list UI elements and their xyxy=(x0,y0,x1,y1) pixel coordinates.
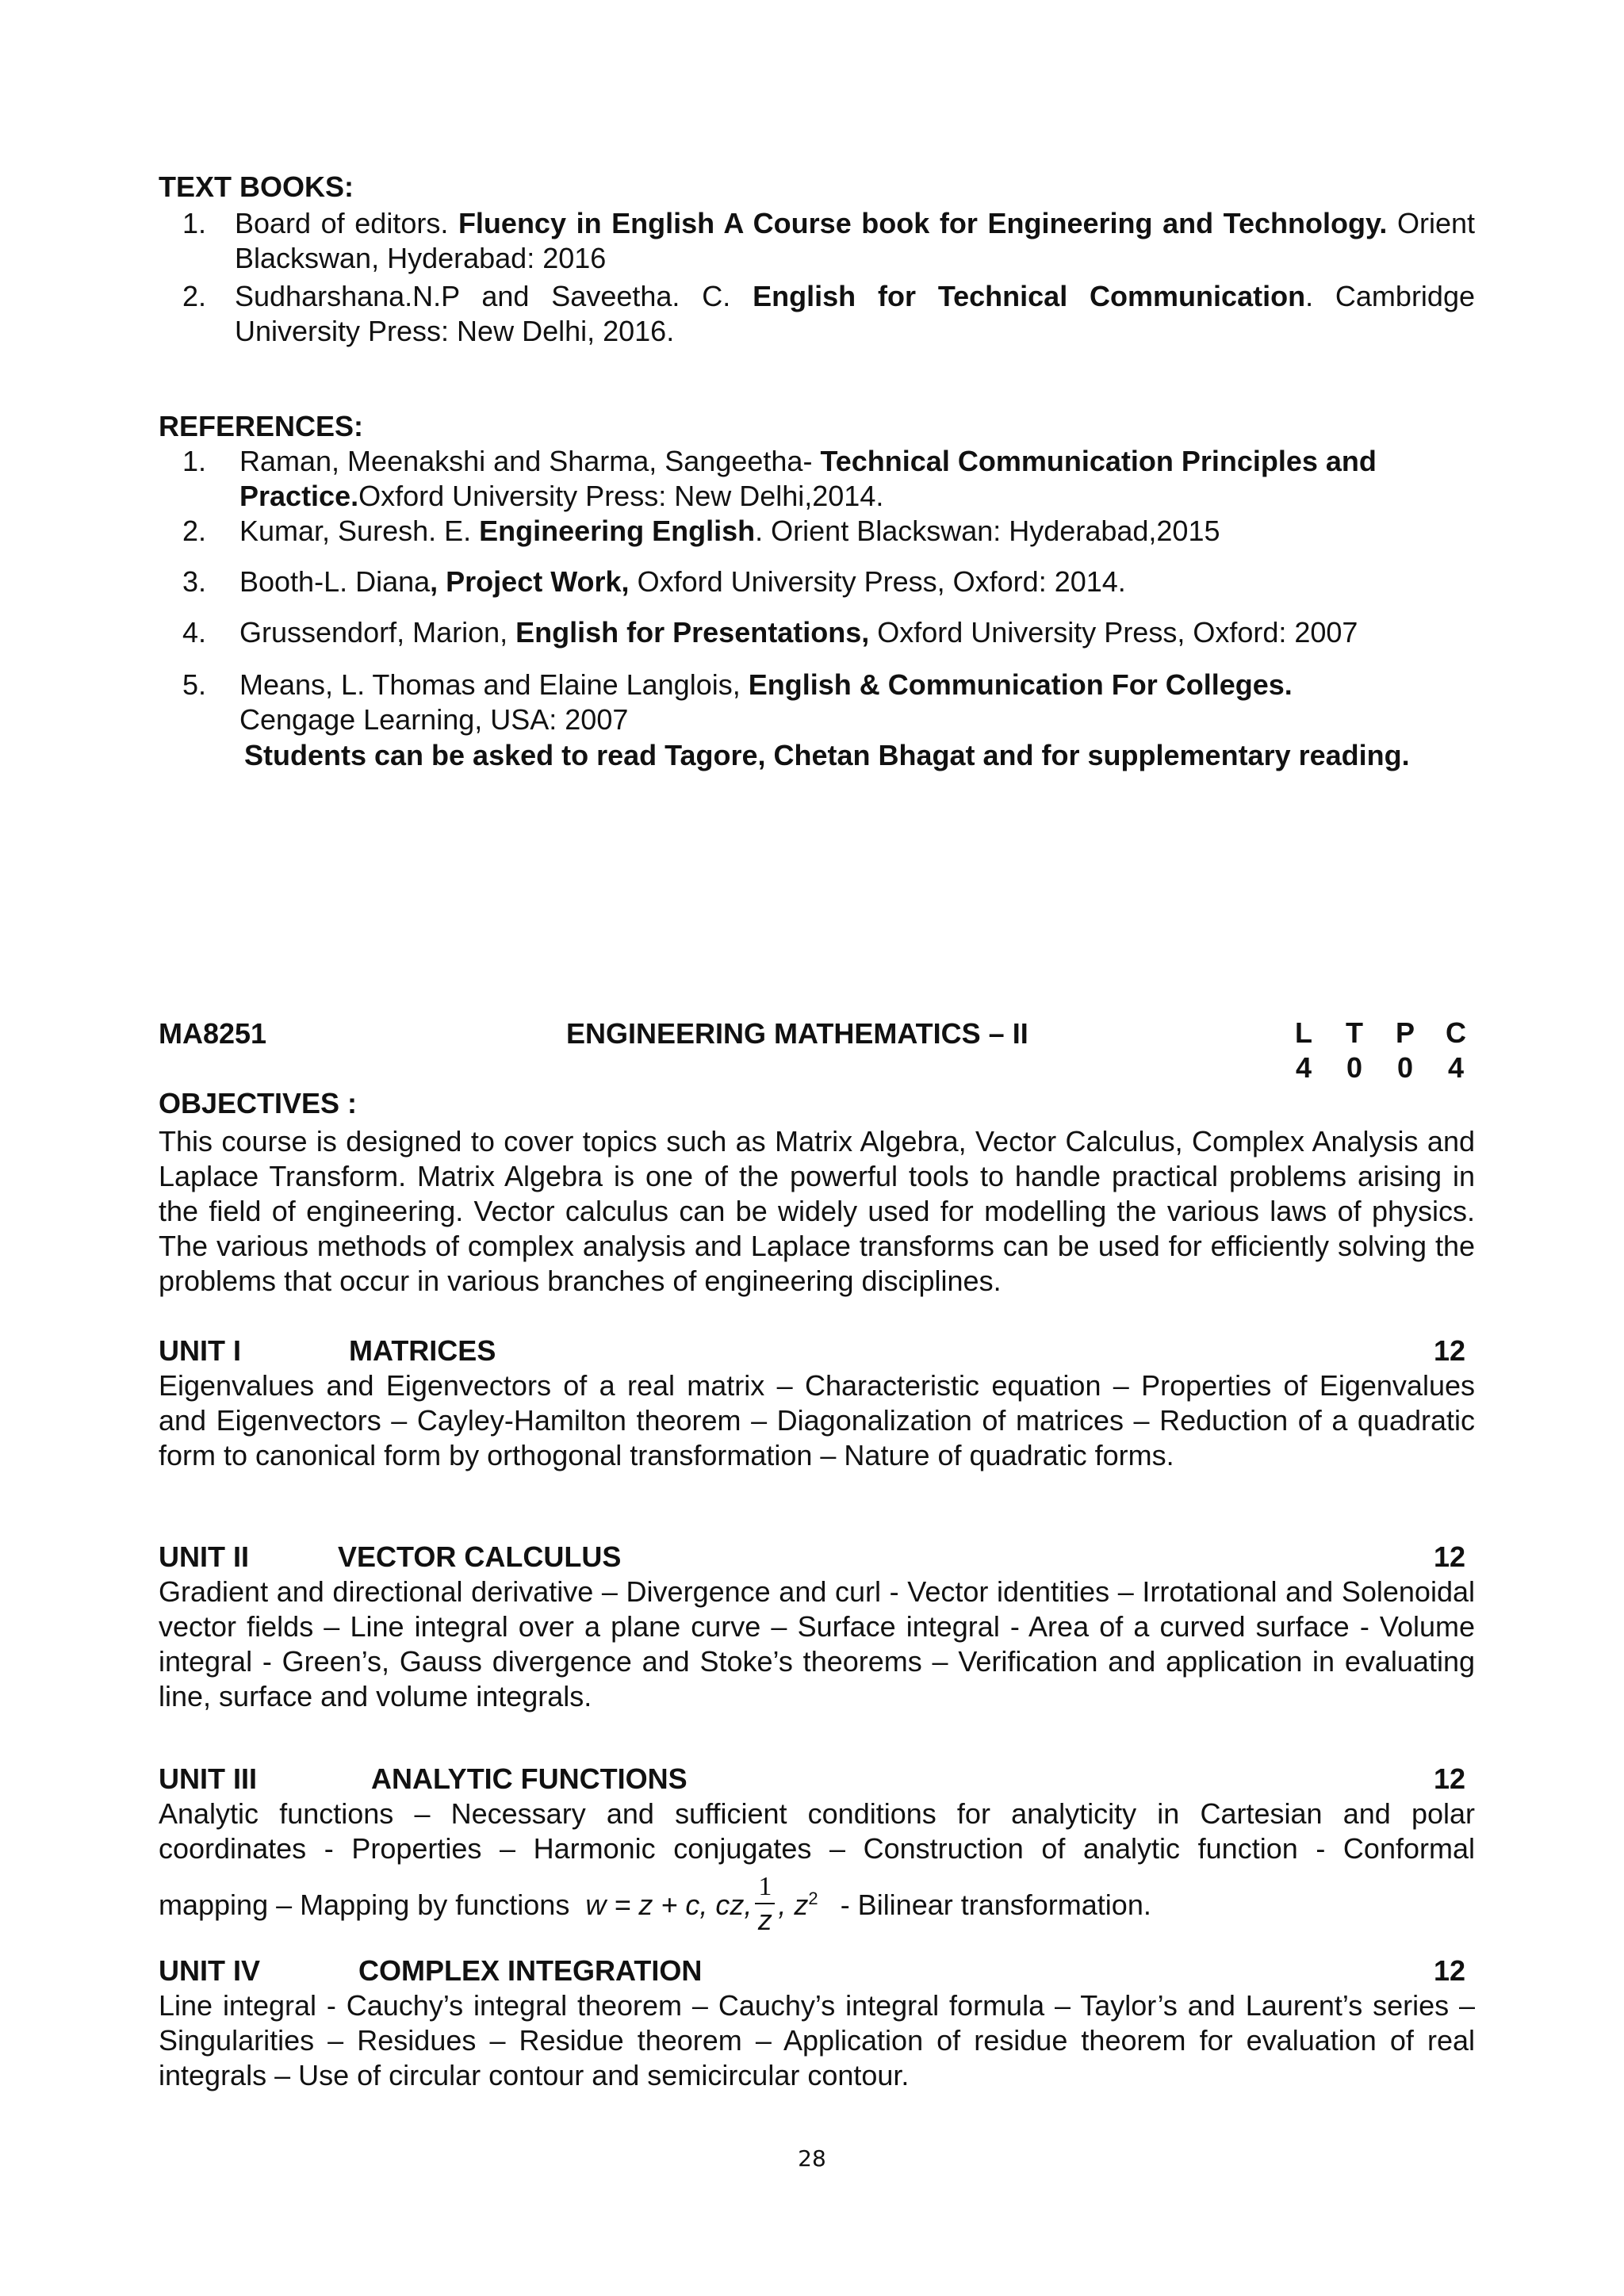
unit-hours: 12 xyxy=(1433,1762,1465,1795)
unit-text: Analytic functions – Necessary and sufficient conditions for analyticity in Cartesian and polar coordinates - Properties – Harmonic conjugates – Construction of analytic function - Conformal xyxy=(159,1797,1475,1865)
reference-item-1 xyxy=(159,444,1475,514)
unit-code: UNIT IV xyxy=(159,1954,261,1987)
item-text: - Bilinear transformation. xyxy=(840,1888,1151,1921)
list-number: 3. xyxy=(182,565,207,598)
reference-item-4 xyxy=(159,615,1475,650)
item-text: Kumar, Suresh. E. xyxy=(239,515,480,547)
objectives-heading: OBJECTIVES : xyxy=(159,1087,358,1119)
exponent: 2 xyxy=(808,1888,818,1908)
references-heading: REFERENCES: xyxy=(159,410,364,442)
unit-math-line xyxy=(159,1863,1475,1941)
ltpc-value: 0 xyxy=(1396,1051,1414,1084)
math-expression: , z xyxy=(778,1888,809,1921)
book-title: Technical Communication Principles and Practice. xyxy=(239,445,1377,512)
item-text: Oxford University Press, Oxford: 2014. xyxy=(629,565,1126,598)
page-number: 28 xyxy=(798,2145,826,2172)
reference-item-3 xyxy=(159,564,1475,599)
ltpc-value: 4 xyxy=(1447,1051,1465,1084)
item-text: Orient Blackswan, Hyderabad: 2016 xyxy=(235,207,1475,274)
list-number: 2. xyxy=(182,515,207,547)
text-books-heading: TEXT BOOKS: xyxy=(159,170,354,203)
ltpc-label: P xyxy=(1395,1016,1415,1049)
text-book-item-2 xyxy=(159,279,1475,349)
course-header xyxy=(159,1016,1475,1051)
ltpc-label: T xyxy=(1346,1016,1363,1049)
fraction-denominator: z xyxy=(757,1904,772,1937)
ltpc-label: L xyxy=(1295,1016,1312,1049)
unit-heading xyxy=(159,1954,1475,1988)
item-text: Board of editors. xyxy=(235,207,458,239)
ltpc-value: 0 xyxy=(1346,1051,1363,1084)
course-code: MA8251 xyxy=(159,1017,267,1050)
unit-title: ANALYTIC FUNCTIONS xyxy=(371,1762,688,1795)
ltpc-value: 4 xyxy=(1295,1051,1312,1084)
item-text: Oxford University Press, Oxford: 2007 xyxy=(869,616,1358,649)
item-text: Means, L. Thomas and Elaine Langlois, xyxy=(239,668,749,701)
item-text: Oxford University Press: New Delhi,2014. xyxy=(358,480,884,512)
unit-hours: 12 xyxy=(1433,1540,1465,1573)
list-number: 1. xyxy=(182,445,207,477)
ltpc-labels xyxy=(1278,1016,1481,1050)
unit-heading xyxy=(159,1540,1475,1575)
item-text: . Orient Blackswan: Hyderabad,2015 xyxy=(755,515,1220,547)
book-title: Engineering English xyxy=(479,515,756,547)
item-text: mapping – Mapping by functions xyxy=(159,1888,570,1921)
unit-heading xyxy=(159,1762,1475,1797)
unit-title: COMPLEX INTEGRATION xyxy=(358,1954,703,1987)
book-title: English for Technical Communication xyxy=(753,280,1306,312)
item-text: Sudharshana.N.P and Saveetha. C. xyxy=(235,280,753,312)
book-title: English for Presentations, xyxy=(515,616,870,649)
math-expression: w = z + c, cz, xyxy=(585,1888,753,1921)
list-number: 4. xyxy=(182,616,207,649)
item-text: Grussendorf, Marion, xyxy=(239,616,516,649)
book-title: , Project Work, xyxy=(430,565,630,598)
book-title: English & Communication For Colleges. xyxy=(748,668,1293,701)
unit-code: UNIT II xyxy=(159,1540,249,1573)
fraction-numerator: 1 xyxy=(755,1871,775,1904)
course-title: ENGINEERING MATHEMATICS – II xyxy=(566,1017,1028,1050)
unit-hours: 12 xyxy=(1433,1334,1465,1367)
unit-code: UNIT III xyxy=(159,1762,257,1795)
book-title: Fluency in English A Course book for Engineering and Technology. xyxy=(458,207,1388,239)
list-number: 1. xyxy=(182,207,207,239)
unit-text: Line integral - Cauchy’s integral theorem – Cauchy’s integral formula – Taylor’s and Laurent’s series – Singularities – Residues – Residue theorem – Application of residue theorem for evaluation of real integrals – Use of circular contour and semicircular contour. xyxy=(159,1989,1475,2091)
reference-item-2 xyxy=(159,514,1475,549)
reading-note: Students can be asked to read Tagore, Chetan Bhagat and for supplementary reading. xyxy=(244,739,1410,771)
list-number: 2. xyxy=(182,280,207,312)
ltpc-label: C xyxy=(1446,1016,1466,1049)
unit-heading xyxy=(159,1334,1475,1368)
unit-title: VECTOR CALCULUS xyxy=(338,1540,622,1573)
ltpc-values xyxy=(1278,1051,1481,1085)
item-text: Raman, Meenakshi and Sharma, Sangeetha- xyxy=(239,445,821,477)
objectives-text: This course is designed to cover topics such as Matrix Algebra, Vector Calculus, Complex Analysis and Laplace Transform. Matrix Algebra is one of the powerful tools to handle practical problems arising in the field of engineering. Vector calculus can be widely used for modelling the various laws of physics. The various methods of complex analysis and Laplace transforms can be used for efficiently solving the problems that occur in various branches of engineering disciplines. xyxy=(159,1125,1475,1297)
item-text: . Cambridge University Press: New Delhi, 2016. xyxy=(235,280,1475,347)
unit-text: Eigenvalues and Eigenvectors of a real matrix – Characteristic equation – Properties of Eigenvalues and Eigenvectors – Cayley-Hamilton theorem – Diagonalization of matrices – Reduction of a quadratic form to canonical form by orthogonal transformation – Nature of quadratic forms. xyxy=(159,1369,1475,1471)
item-text: Cengage Learning, USA: 2007 xyxy=(239,703,629,736)
unit-title: MATRICES xyxy=(349,1334,496,1367)
reference-item-5 xyxy=(159,668,1475,737)
unit-code: UNIT I xyxy=(159,1334,241,1367)
text-book-item-1 xyxy=(159,206,1475,276)
fraction xyxy=(755,1871,775,1936)
item-text: Booth-L. Diana xyxy=(239,565,431,598)
list-number: 5. xyxy=(182,668,207,701)
unit-hours: 12 xyxy=(1433,1954,1465,1987)
unit-text: Gradient and directional derivative – Divergence and curl - Vector identities – Irrotational and Solenoidal vector fields – Line integral over a plane curve – Surface integral - Area of a curved surface - Volume integral - Green’s, Gauss divergence and Stoke’s theorems – Verification and application in evaluating line, surface and volume integrals. xyxy=(159,1575,1475,1712)
